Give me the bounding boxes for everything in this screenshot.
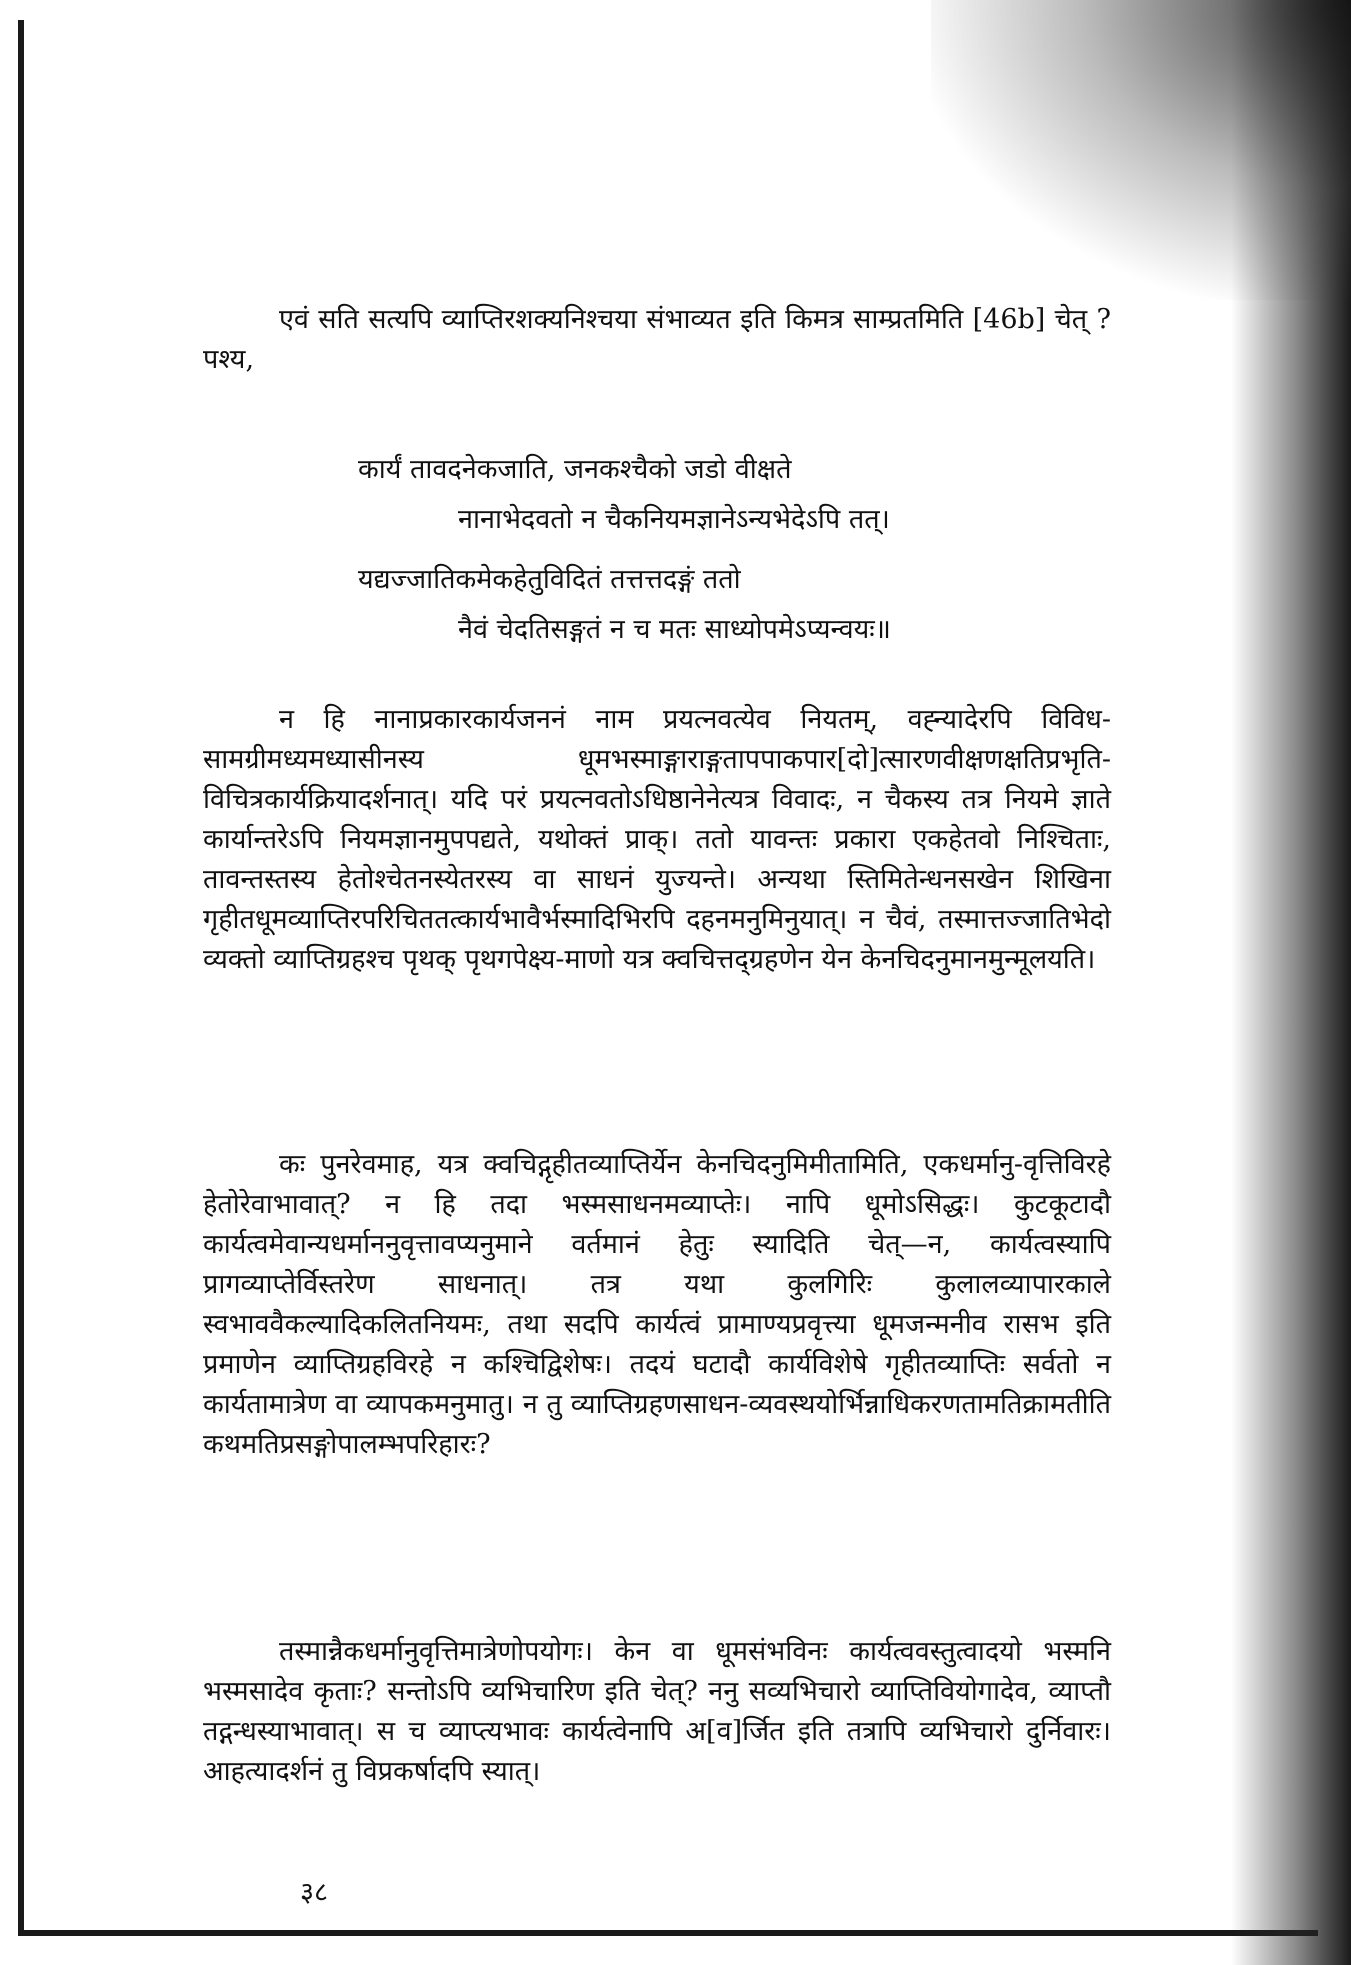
paragraph-3-text: कः पुनरेवमाह, यत्र क्वचिद्गृहीतव्याप्तिर्येन केनचिदनुमिमीतामिति, एकधर्मानु-वृत्तिविरहे हेतोरेवाभावात्? न हि तदा भस्मसाधनमव्याप्तेः। नापि धूमोऽसिद्धः। कुटकूटादौ कार्यत्वमेवान्यधर्माननुवृत्तावप्यनुमाने वर्तमानं हेतुः स्यादिति चेत्—न, कार्यत्वस्यापि प्रागव्याप्तेर्विस्तरेण साधनात्। तत्र यथा कुलगिरिः कुलालव्यापारकाले स्वभाववैकल्यादिकलितनियमः, तथा सदपि कार्यत्वं प्रामाण्यप्रवृत्त्या धूमजन्मनीव रासभ इति प्रमाणेन व्याप्तिग्रहविरहे न कश्चिद्विशेषः। तदयं घटादौ कार्यविशेषे गृहीतव्याप्तिः सर्वतो न कार्यतामात्रेण वा व्यापकमनुमातु। न तु व्याप्तिग्रहणसाधन-व्यवस्थयोर्भिन्नाधिकरणतामतिक्रामतीति कथमतिप्रसङ्गोपालम्भपरिहारः? <box>203 1149 1111 1460</box>
paragraph-2-text: न हि नानाप्रकारकार्यजननं नाम प्रयत्नवत्येव नियतम्, वह्न्यादेरपि विविध-सामग्रीमध्यमध्यासीनस्य धूमभस्माङ्गाराङ्गतापपाकपार[दो]त्सारणवीक्षणक्षतिप्रभृति-विचित्रकार्यक्रियादर्शनात्। यदि परं प्रयत्नवतोऽधिष्ठानेनेत्यत्र विवादः, न चैकस्य तत्र नियमे ज्ञाते कार्यान्तरेऽपि नियमज्ञानमुपपद्यते, यथोक्तं प्राक्। ततो यावन्तः प्रकारा एकहेतवो निश्चिताः, तावन्तस्तस्य हेतोश्चेतनस्येतरस्य वा साधनं युज्यन्ते। अन्यथा स्तिमितेन्धनसखेन शिखिना गृहीतधूमव्याप्तिरपरिचिततत्कार्यभावैर्भस्मादिभिरपि दहनमनुमिनुयात्। न चैवं, तस्मात्तज्जातिभेदो व्यक्तो व्याप्तिग्रहश्च पृथक् पृथगपेक्ष्य-माणो यत्र क्वचित्तद्ग्रहणेन येन केनचिदनुमानमुन्मूलयति। <box>203 704 1111 975</box>
verse-line-4: नैवं चेदतिसङ्गतं न च मतः साध्योपमेऽप्यन्वयः॥ <box>458 614 891 645</box>
paragraph-4-text: तस्मान्नैकधर्मानुवृत्तिमात्रेणोपयोगः। केन वा धूमसंभविनः कार्यत्ववस्तुत्वादयो भस्मनि भस्मसादेव कृताः? सन्तोऽपि व्यभिचारिण इति चेत्? ननु सव्यभिचारो व्याप्तिवियोगादेव, व्याप्तौ तद्गन्धस्याभावात्। स च व्याप्त्यभावः कार्यत्वेनापि अ[व]र्जित इति तत्रापि व्यभिचारो दुर्निवारः। आहत्यादर्शनं तु विप्रकर्षादपि स्यात्। <box>203 1636 1111 1787</box>
scan-shadow-top <box>931 0 1351 300</box>
verse-line-3: यद्यज्जातिकमेकहेतुविदितं तत्तत्तदङ्गं ततो <box>358 564 741 595</box>
verse-line-2: नानाभेदवतो न चैकनियमज्ञानेऽन्यभेदेऽपि तत्। <box>458 504 890 535</box>
paragraph-3 <box>203 1145 1111 1465</box>
page-edge-bottom <box>18 1930 1318 1936</box>
verse-line-1: कार्यं तावदनेकजाति, जनकश्चैको जडो वीक्षते <box>358 454 792 485</box>
paragraph-4 <box>203 1632 1111 1792</box>
paragraph-1-text: एवं सति सत्यपि व्याप्तिरशक्यनिश्चया संभाव्यत इति किमत्र साम्प्रतमिति [46b] चेत् ? पश्य, <box>203 304 1111 375</box>
page-number: ३८ <box>300 1877 329 1908</box>
page-edge-left <box>18 20 24 1935</box>
paragraph-2 <box>203 700 1111 980</box>
paragraph-1 <box>203 300 1111 380</box>
